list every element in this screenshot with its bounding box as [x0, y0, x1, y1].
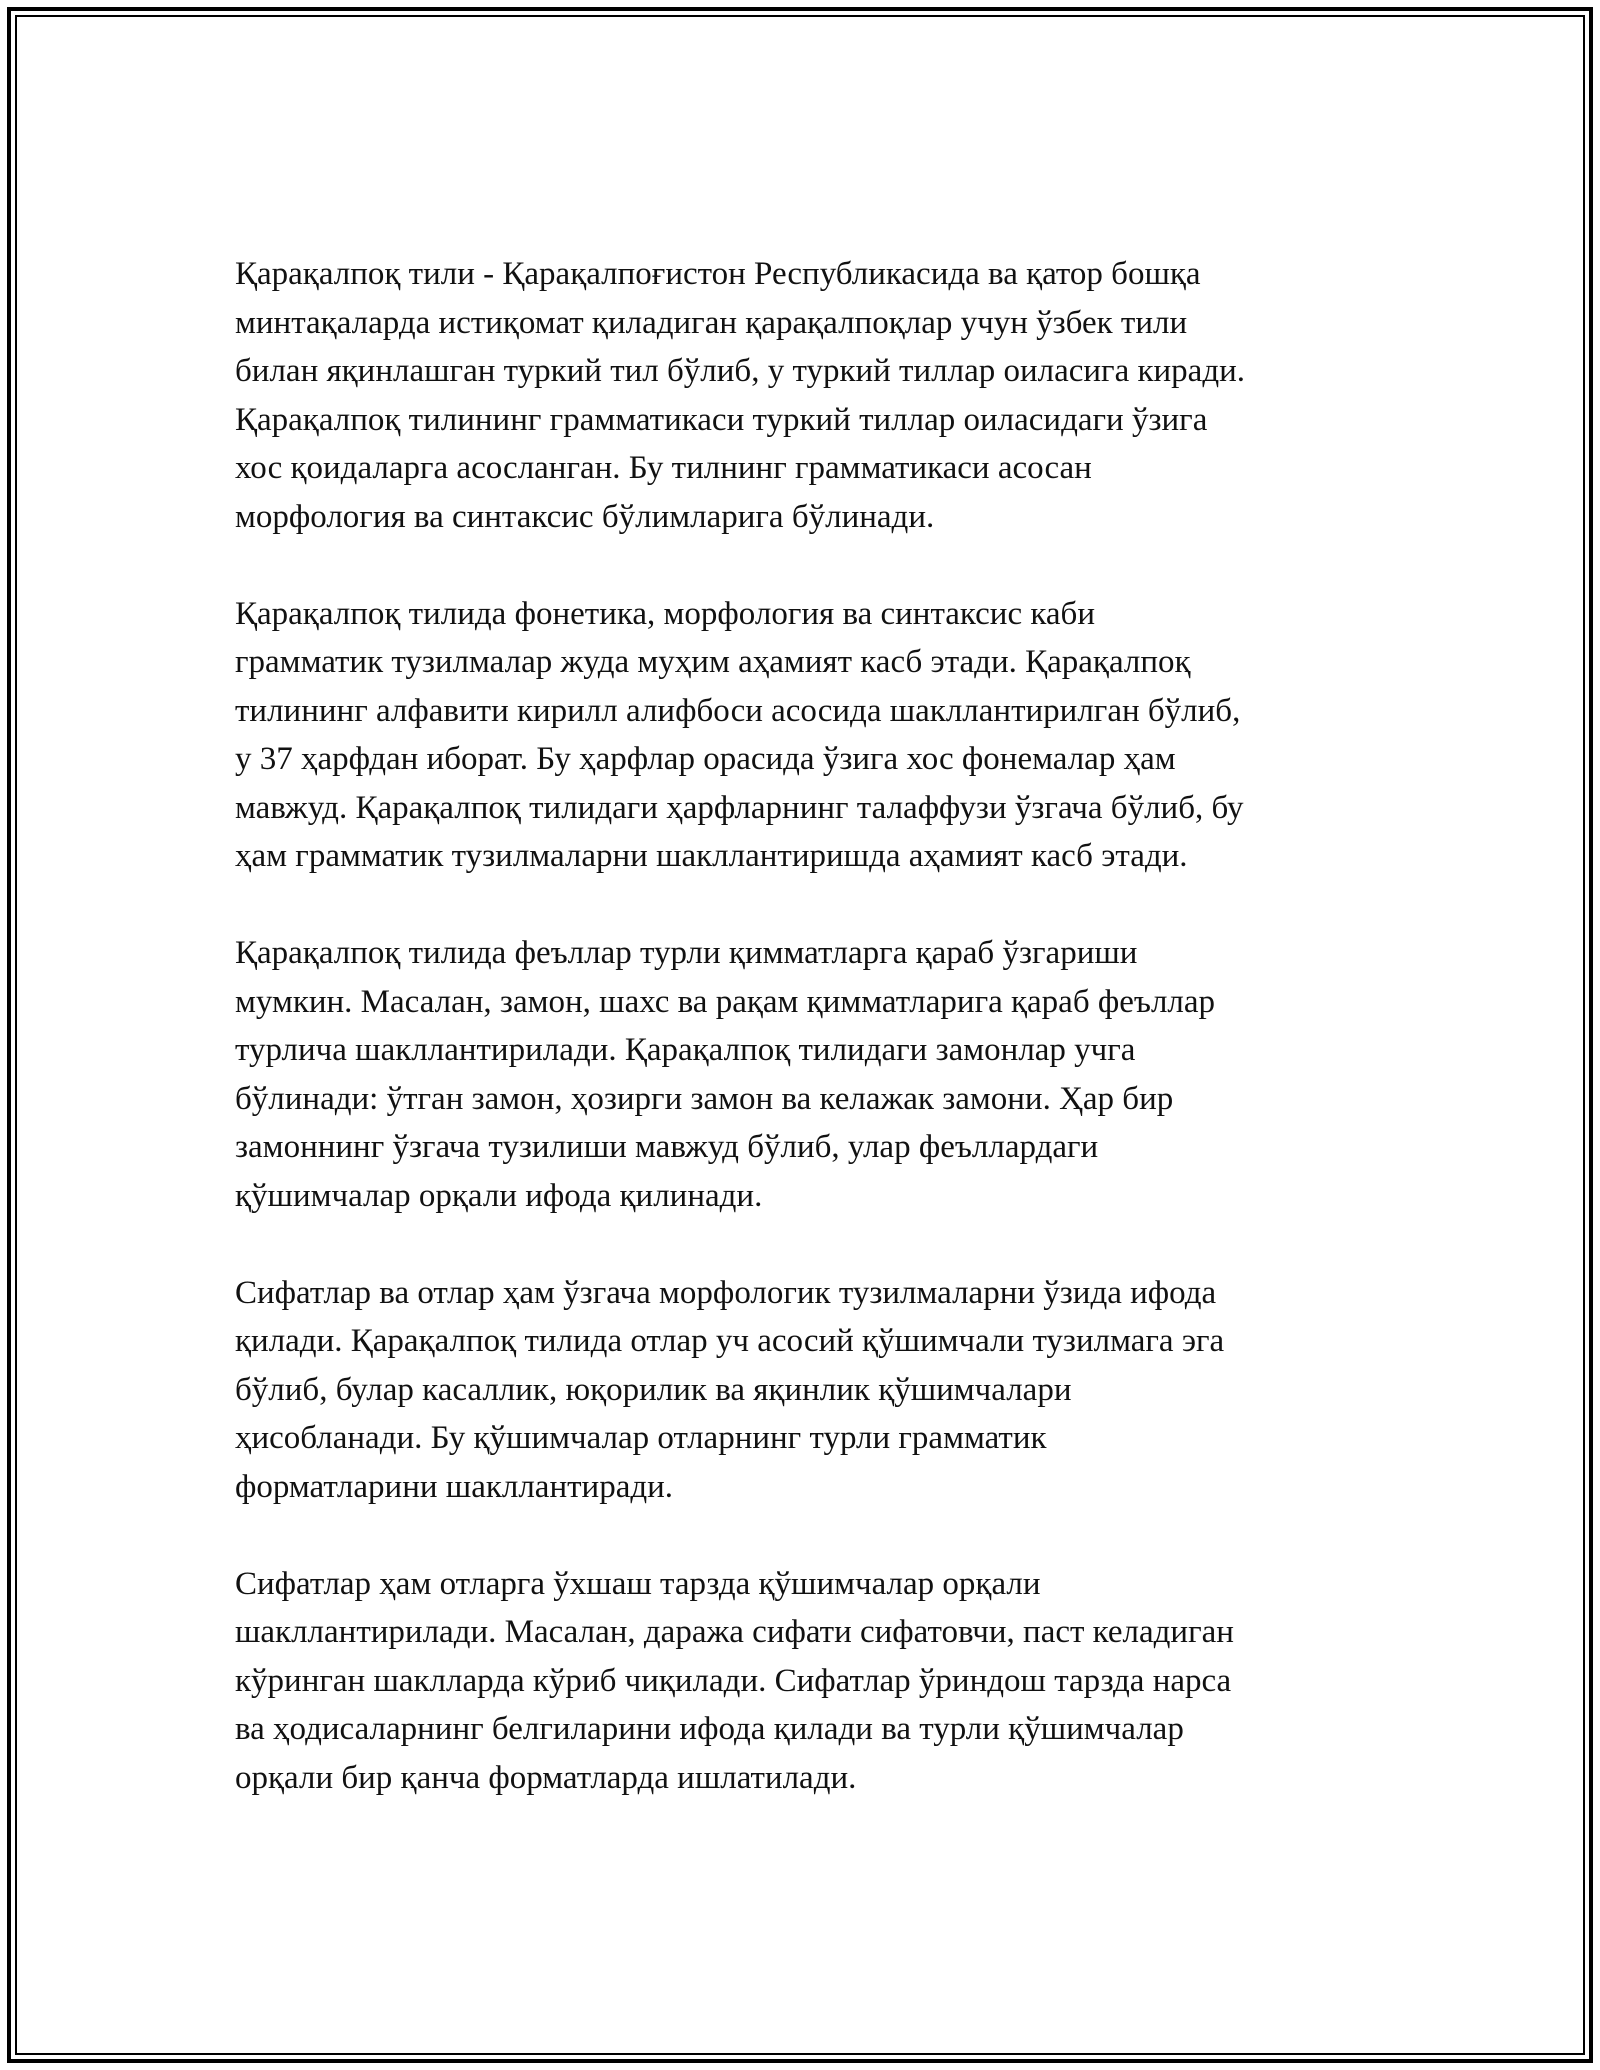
text-line: Қарақалпоқ тилининг грамматикаси туркий тиллар оиласидаги ўзига — [235, 401, 1208, 438]
text-line: қўшимчалар орқали ифода қилинади. — [235, 1177, 763, 1214]
paragraph-4 — [235, 1269, 1365, 1512]
text-line: бўлиб, булар касаллик, юқорилик ва яқинлик қўшимчалари — [235, 1371, 1072, 1408]
paragraph-3 — [235, 929, 1365, 1220]
text-line: бўлинади: ўтган замон, ҳозирги замон ва келажак замони. Ҳар бир — [235, 1080, 1174, 1117]
text-line: минтақаларда истиқомат қиладиган қарақалпоқлар учун ўзбек тили — [235, 304, 1188, 341]
text-line: Сифатлар ва отлар ҳам ўзгача морфологик тузилмаларни ўзида ифода — [235, 1274, 1217, 1311]
text-line: у 37 ҳарфдан иборат. Бу ҳарфлар орасида ўзига хос фонемалар ҳам — [235, 741, 1176, 777]
text-line: мавжуд. Қарақалпоқ тилидаги ҳарфларнинг талаффузи ўзгача бўлиб, бу — [235, 789, 1244, 826]
text-line: турлича шакллантирилади. Қарақалпоқ тилидаги замонлар учга — [235, 1032, 1136, 1068]
text-line: ва ҳодисаларнинг белгиларини ифода қилади ва турли қўшимчалар — [235, 1711, 1184, 1747]
text-line: шакллантирилади. Масалан, даража сифати сифатовчи, паст келадиган — [235, 1614, 1234, 1650]
text-line: морфология ва синтаксис бўлимларига бўлинади. — [235, 498, 935, 535]
text-line: Сифатлар ҳам отларга ўхшаш тарзда қўшимчалар орқали — [235, 1565, 1041, 1602]
text-line: Қарақалпоқ тилида фонетика, морфология ва синтаксис каби — [235, 595, 1095, 632]
text-line: грамматик тузилмалар жуда муҳим аҳамият касб этади. Қарақалпоқ — [235, 644, 1191, 680]
text-line: кўринган шаклларда кўриб чиқилади. Сифатлар ўриндош тарзда нарса — [235, 1662, 1232, 1699]
text-line: хос қоидаларга асосланган. Бу тилнинг грамматикаси асосан — [235, 450, 1092, 486]
text-line: ҳисобланади. Бу қўшимчалар отларнинг турли грамматик — [235, 1420, 1047, 1456]
paragraph-5 — [235, 1560, 1365, 1803]
text-line: Қарақалпоқ тили - Қарақалпоғистон Республикасида ва қатор бошқа — [235, 256, 1201, 292]
text-line: замоннинг ўзгача тузилиши мавжуд бўлиб, улар феъллардаги — [235, 1129, 1099, 1165]
paragraph-1 — [235, 250, 1365, 541]
text-line: қилади. Қарақалпоқ тилида отлар уч асосий қўшимчали тузилмага эга — [235, 1323, 1225, 1359]
text-line: мумкин. Масалан, замон, шахс ва рақам қимматларига қараб феъллар — [235, 983, 1216, 1020]
text-line: орқали бир қанча форматларда ишлатилади. — [235, 1759, 857, 1796]
text-line: ҳам грамматик тузилмаларни шакллантиришда аҳамият касб этади. — [235, 838, 1188, 874]
text-line: тилининг алфавити кирилл алифбоси асосида шакллантирилган бўлиб, — [235, 692, 1241, 729]
text-line: форматларини шакллантиради. — [235, 1468, 674, 1505]
text-line: Қарақалпоқ тилида феъллар турли қимматларга қараб ўзгариши — [235, 935, 1138, 971]
paragraph-2 — [235, 590, 1365, 881]
text-line: билан яқинлашган туркий тил бўлиб, у туркий тиллар оиласига киради. — [235, 353, 1246, 389]
document-body — [235, 250, 1365, 1851]
